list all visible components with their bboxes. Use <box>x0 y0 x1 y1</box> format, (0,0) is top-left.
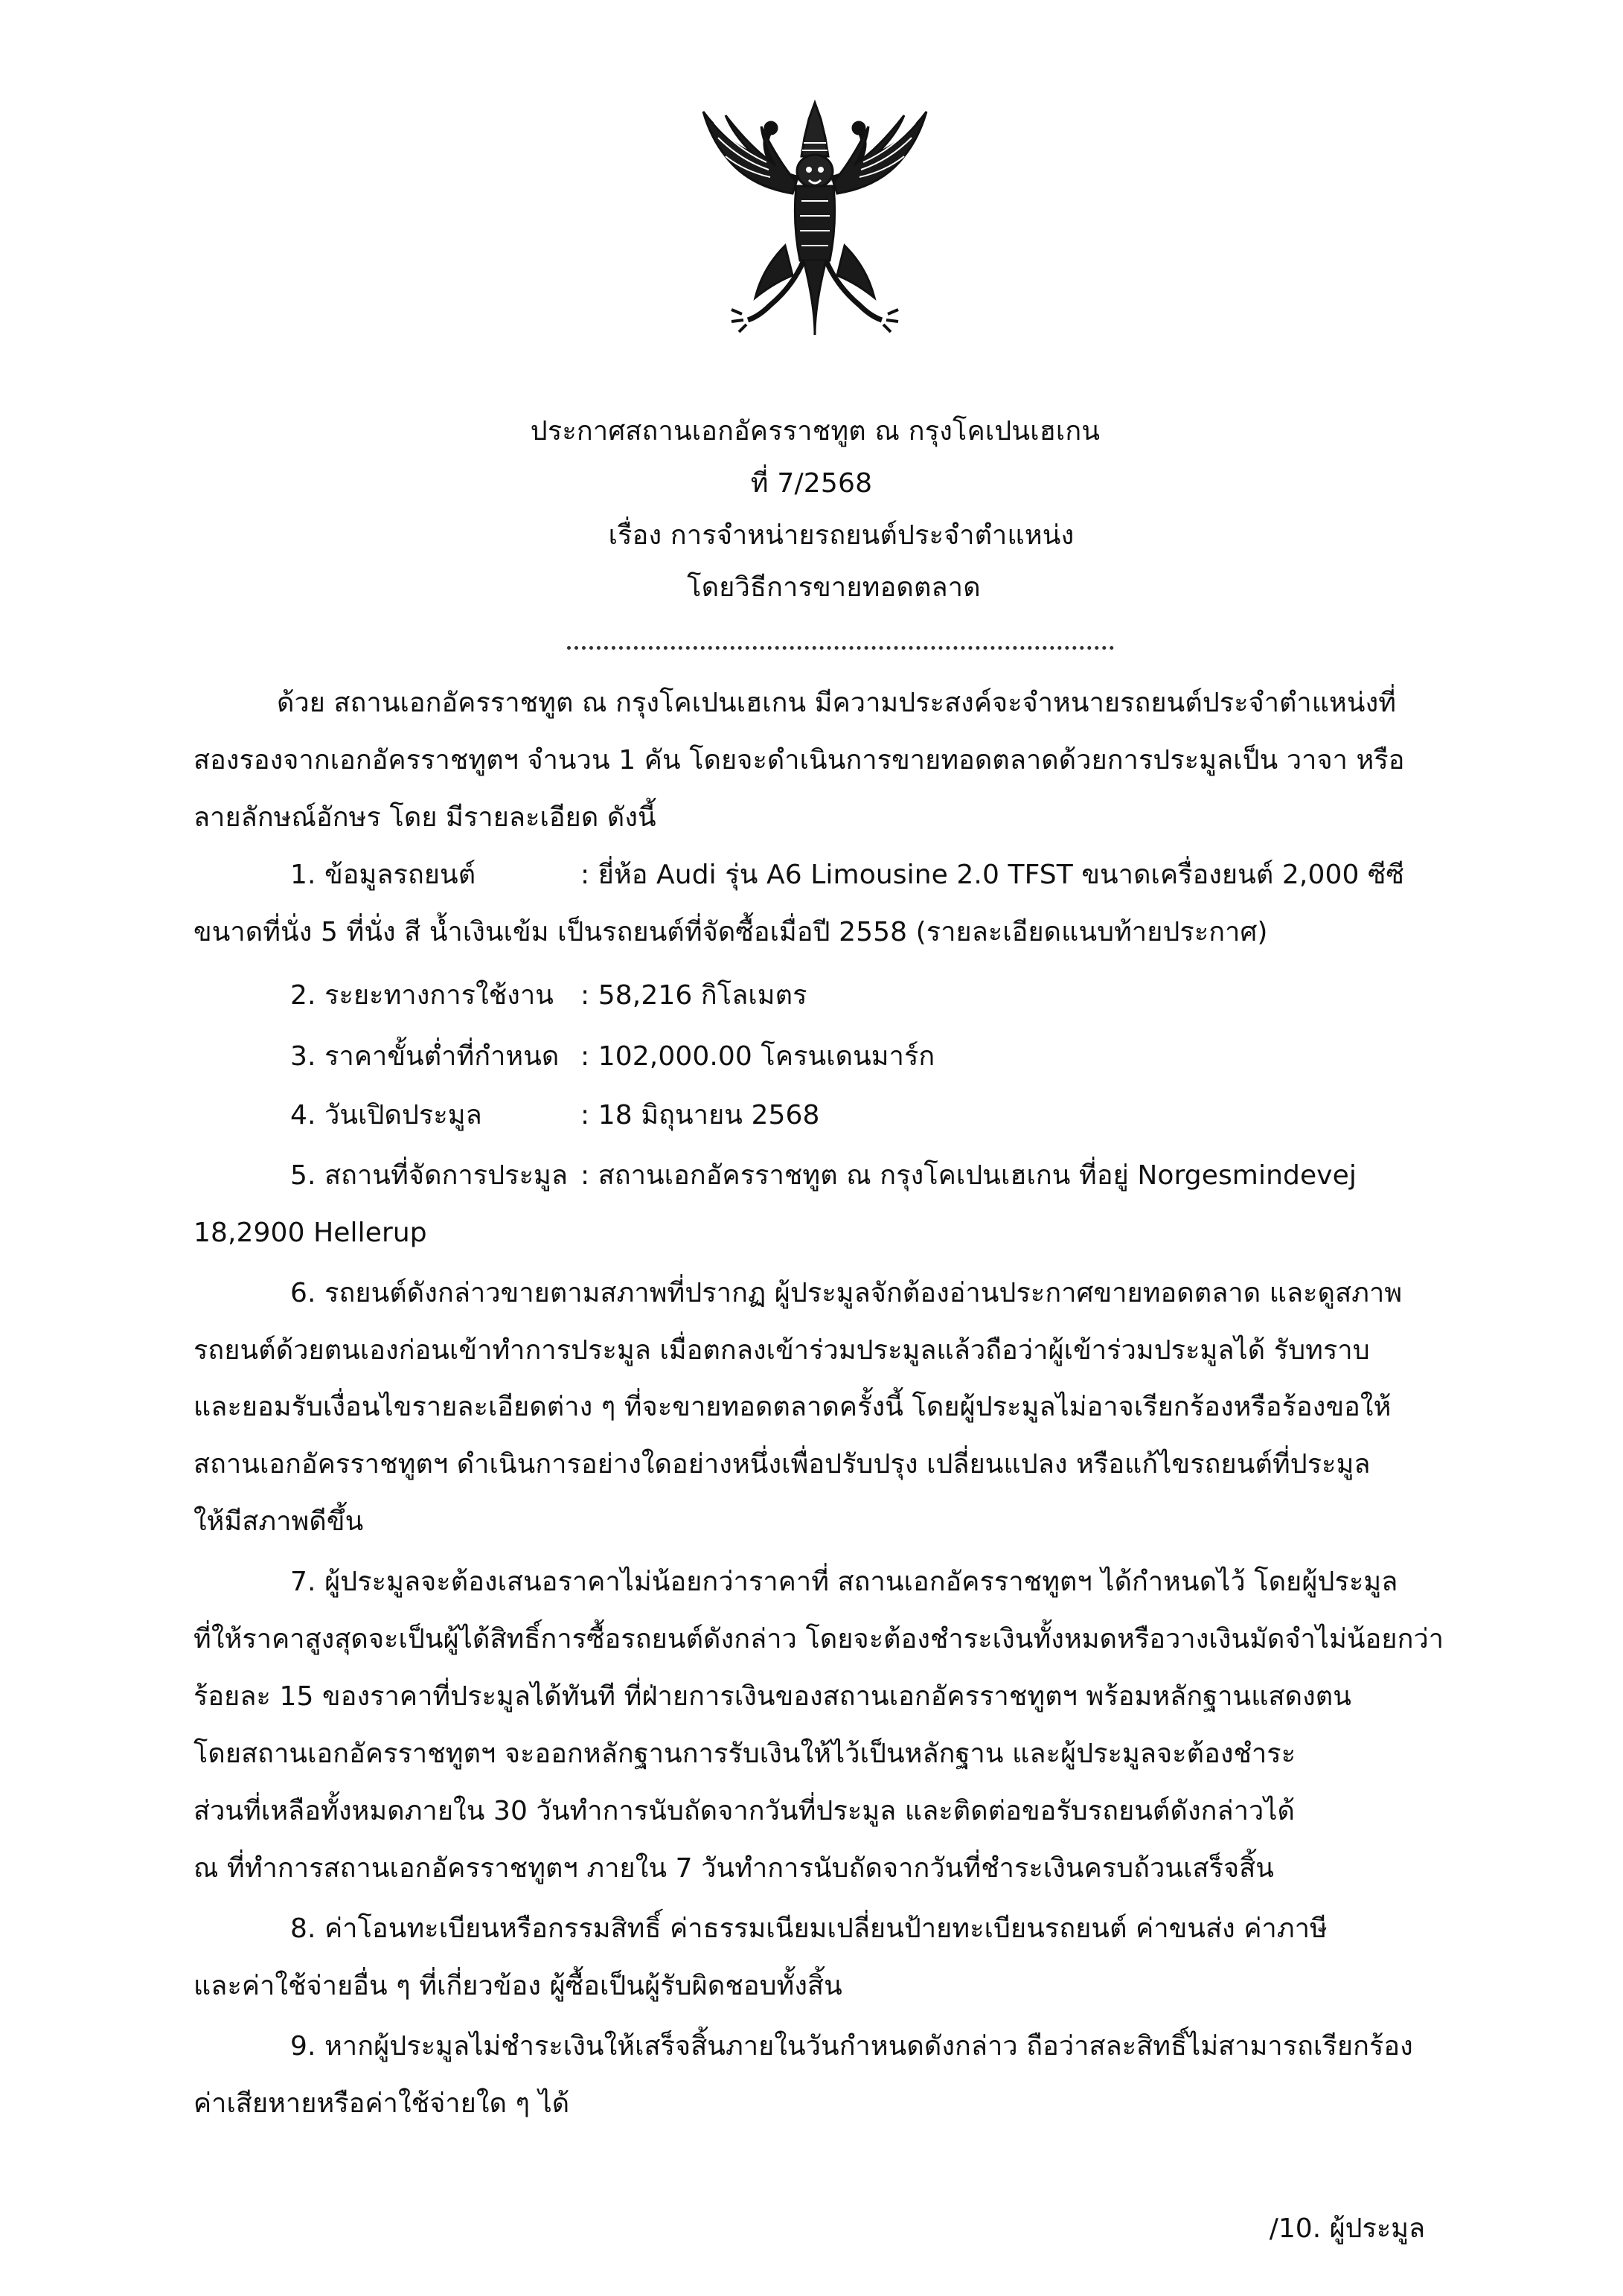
item-4-value: : 18 มิถุนายน 2568 <box>580 1100 820 1131</box>
item-1-value: : ยี่ห้อ Audi รุ่น A6 Limousine 2.0 TFST ขนาดเครื่องยนต์ 2,000 ซีซี <box>580 860 1405 890</box>
item-1-label: 1. ข้อมูลรถยนต์ <box>290 860 476 890</box>
item-5-continuation: 18,2900 Hellerup <box>193 1218 427 1248</box>
intro-line-3: ลายลักษณ์อักษร โดย มีรายละเอียด ดังนี้ <box>193 802 656 833</box>
item-6-line-3: และยอมรับเงื่อนไขรายละเอียดต่าง ๆ ที่จะขายทอดตลาดครั้งนี้ โดยผู้ประมูลไม่อาจเรียกร้องหรือร้องขอให้ <box>193 1392 1392 1422</box>
item-6-line-4: สถานเอกอัครราชทูตฯ ดำเนินการอย่างใดอย่างหนึ่งเพื่อปรับปรุง เปลี่ยนแปลง หรือแก้ไขรถยนต์ที่ประมูล <box>193 1449 1371 1480</box>
next-page-reference: /10. ผู้ประมูล <box>1269 2213 1425 2244</box>
item-6-line-1: 6. รถยนต์ดังกล่าวขายตามสภาพที่ปรากฏ ผู้ประมูลจักต้องอ่านประกาศขายทอดตลาด และดูสภาพ <box>290 1278 1403 1308</box>
item-8-line-2: และค่าใช้จ่ายอื่น ๆ ที่เกี่ยวข้อง ผู้ซื้อเป็นผู้รับผิดชอบทั้งสิ้น <box>193 1971 842 2001</box>
item-7-line-6: ณ ที่ทำการสถานเอกอัครราชทูตฯ ภายใน 7 วันทำการนับถัดจากวันที่ชำระเงินครบถ้วนเสร็จสิ้น <box>193 1853 1274 1884</box>
item-8-line-1: 8. ค่าโอนทะเบียนหรือกรรมสิทธิ์ ค่าธรรมเนียมเปลี่ยนป้ายทะเบียนรถยนต์ ค่าขนส่ง ค่าภาษี <box>290 1913 1328 1944</box>
notice-number: ที่ 7/2568 <box>750 468 873 499</box>
garuda-emblem-icon <box>681 97 949 342</box>
item-7-line-1: 7. ผู้ประมูลจะต้องเสนอราคาไม่น้อยกว่าราคาที่ สถานเอกอัครราชทูตฯ ได้กำหนดไว้ โดยผู้ประมูล <box>290 1567 1398 1597</box>
dotted-divider <box>567 646 1114 650</box>
item-4-label: 4. วันเปิดประมูล <box>290 1100 482 1131</box>
item-7-line-4: โดยสถานเอกอัครราชทูตฯ จะออกหลักฐานการรับเงินให้ไว้เป็นหลักฐาน และผู้ประมูลจะต้องชำระ <box>193 1739 1296 1769</box>
notice-title: ประกาศสถานเอกอัครราชทูต ณ กรุงโคเปนเฮเกน <box>530 416 1101 447</box>
item-7-line-2: ที่ให้ราคาสูงสุดจะเป็นผู้ได้สิทธิ์การซื้อรถยนต์ดังกล่าว โดยจะต้องชำระเงินทั้งหมดหรือวางเงินมัดจำไม่น้อยกว่า <box>193 1624 1444 1654</box>
item-7-line-5: ส่วนที่เหลือทั้งหมดภายใน 30 วันทำการนับถัดจากวันที่ประมูล และติดต่อขอรับรถยนต์ดังกล่าวได้ <box>193 1796 1296 1826</box>
item-5-label: 5. สถานที่จัดการประมูล <box>290 1160 569 1191</box>
item-3-label: 3. ราคาขั้นต่ำที่กำหนด <box>290 1041 560 1072</box>
item-1-continuation: ขนาดที่นั่ง 5 ที่นั่ง สี น้ำเงินเข้ม เป็นรถยนต์ที่จัดซื้อเมื่อปี 2558 (รายละเอียดแนบท้ายประกาศ) <box>193 917 1268 947</box>
item-9-line-2: ค่าเสียหายหรือค่าใช้จ่ายใด ๆ ได้ <box>193 2088 570 2119</box>
intro-line-1: ด้วย สถานเอกอัครราชทูต ณ กรุงโคเปนเฮเกน มีความประสงค์จะจำหนายรถยนต์ประจำตำแหน่งที่ <box>277 688 1397 718</box>
intro-line-2: สองรองจากเอกอัครราชทูตฯ จำนวน 1 คัน โดยจะดำเนินการขายทอดตลาดด้วยการประมูลเป็น วาจา หรือ <box>193 745 1405 776</box>
item-7-line-3: ร้อยละ 15 ของราคาที่ประมูลได้ทันที ที่ฝ่ายการเงินของสถานเอกอัครราชทูตฯ พร้อมหลักฐานแสดงตน <box>193 1681 1351 1712</box>
title-block <box>0 406 1623 614</box>
item-2-label: 2. ระยะทางการใช้งาน <box>290 980 554 1011</box>
notice-method: โดยวิธีการขายทอดตลาด <box>687 572 981 603</box>
notice-subject: เรื่อง การจำหน่ายรถยนต์ประจำตำแหน่ง <box>608 520 1075 551</box>
item-5-value: : สถานเอกอัครราชทูต ณ กรุงโคเปนเฮเกน ที่อยู่ Norgesmindevej <box>580 1160 1357 1191</box>
item-2-value: : 58,216 กิโลเมตร <box>580 980 807 1011</box>
item-6-line-5: ให้มีสภาพดีขึ้น <box>193 1506 364 1537</box>
item-9-line-1: 9. หากผู้ประมูลไม่ชำระเงินให้เสร็จสิ้นภายในวันกำหนดดังกล่าว ถือว่าสละสิทธิ์ไม่สามารถเรียกร้อง <box>290 2031 1413 2062</box>
item-6-line-2: รถยนต์ด้วยตนเองก่อนเข้าทำการประมูล เมื่อตกลงเข้าร่วมประมูลแล้วถือว่าผู้เข้าร่วมประมูลได้ รับทราบ <box>193 1335 1370 1366</box>
item-3-value: : 102,000.00 โครนเดนมาร์ก <box>580 1041 935 1072</box>
